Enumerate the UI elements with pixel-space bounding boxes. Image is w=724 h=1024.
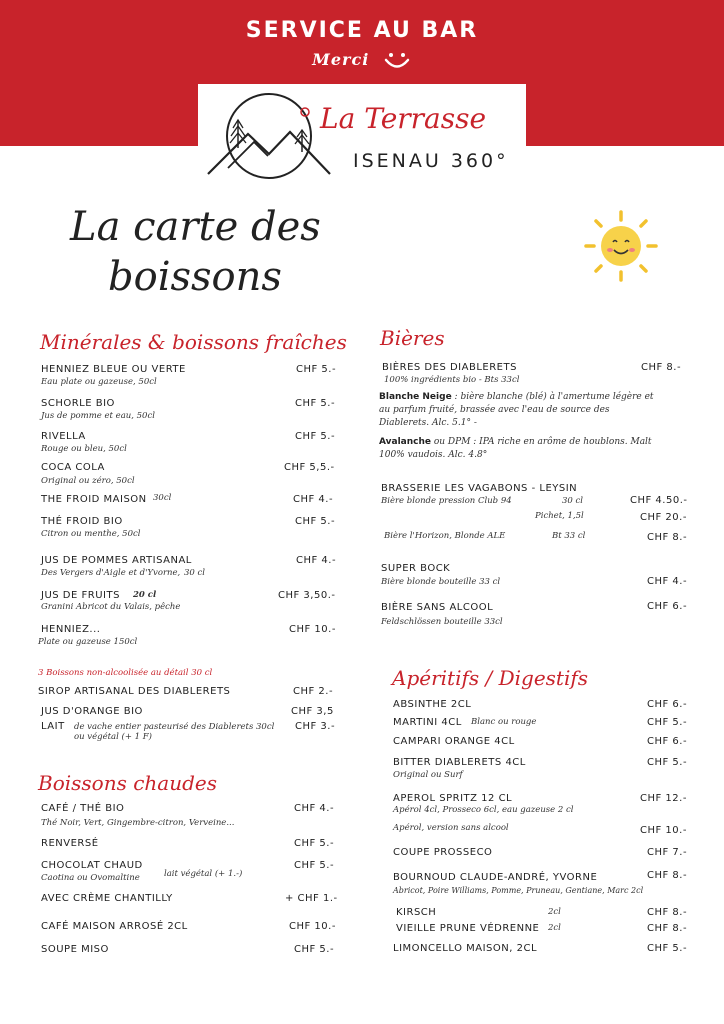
drink-price: CHF 3,5 bbox=[291, 706, 334, 717]
drink-desc: Eau plate ou gazeuse, 50cl bbox=[41, 377, 157, 387]
drink-desc: Thé Noir, Vert, Gingembre-citron, Verveine... bbox=[41, 818, 235, 828]
drink-desc: Plate ou gazeuse 150cl bbox=[38, 637, 138, 647]
page-title bbox=[70, 202, 321, 302]
drink-name: JUS D'ORANGE BIO bbox=[41, 706, 143, 717]
beer-size: 30 cl bbox=[562, 496, 583, 506]
drink-name: HENNIEZ BLEUE OU VERTE bbox=[41, 364, 186, 375]
blanche-neige-title: Blanche Neige bbox=[379, 392, 452, 402]
aperitif-price: CHF 5.- bbox=[647, 943, 688, 954]
aperitif-desc: Abricot, Poire Williams, Pomme, Pruneau, Gentiane, Marc 2cl bbox=[393, 886, 644, 895]
drink-name: LAIT bbox=[41, 721, 65, 732]
drink-desc: de vache entier pasteurisé des Diablerets 30cl bbox=[74, 722, 275, 732]
aperitif-desc: Blanc ou rouge bbox=[471, 717, 537, 727]
aperitif-name: VIEILLE PRUNE VÉDRENNE bbox=[396, 923, 540, 934]
logo-name: La Terrasse bbox=[320, 102, 487, 135]
beer-price: CHF 6.- bbox=[647, 601, 688, 612]
beer-name: BRASSERIE LES VAGABONS - LEYSIN bbox=[381, 483, 578, 494]
aperitif-price: CHF 5.- bbox=[647, 757, 688, 768]
beer-desc: Bière blonde pression Club 94 bbox=[381, 496, 512, 506]
drink-price: CHF 5.- bbox=[295, 431, 336, 442]
beer-price: CHF 8.- bbox=[641, 362, 682, 373]
drink-desc: lait végétal (+ 1.-) bbox=[164, 869, 243, 879]
aperitif-size: 2cl bbox=[548, 907, 561, 917]
drink-name: HENNIEZ... bbox=[41, 624, 101, 635]
drink-desc: Des Vergers d'Aigle et d'Yvorne, bbox=[41, 568, 181, 578]
drink-name: COCA COLA bbox=[41, 462, 105, 473]
aperitif-price: CHF 8.- bbox=[647, 907, 688, 918]
smile-icon bbox=[382, 51, 412, 71]
avalanche-title: Avalanche bbox=[379, 437, 431, 447]
avalanche-text: ou DPM : IPA riche en arôme de houblons. Malt bbox=[431, 437, 652, 447]
mountain-logo-icon bbox=[206, 90, 332, 182]
drink-price: CHF 5.- bbox=[295, 398, 336, 409]
drink-price: CHF 5.- bbox=[294, 838, 335, 849]
drink-name: RENVERSÉ bbox=[41, 838, 99, 849]
section-minerales: Minérales & boissons fraîches bbox=[40, 330, 347, 354]
drink-desc: Rouge ou bleu, 50cl bbox=[41, 444, 127, 454]
service-subtitle bbox=[0, 50, 724, 71]
drink-price: CHF 5.- bbox=[294, 860, 335, 871]
drink-price: + CHF 1.- bbox=[285, 893, 338, 904]
drink-price: CHF 10.- bbox=[289, 624, 336, 635]
aperitif-size: 2cl bbox=[548, 923, 561, 933]
drink-desc: ou végétal (+ 1 F) bbox=[74, 732, 152, 742]
blanche-neige-description bbox=[379, 391, 709, 430]
beer-desc: 100% ingrédients bio - Bts 33cl bbox=[384, 375, 520, 385]
beer-name: BIÈRE SANS ALCOOL bbox=[381, 602, 494, 613]
aperitif-name: MARTINI 4CL bbox=[393, 717, 462, 728]
aperitif-desc: Apérol 4cl, Prosseco 6cl, eau gazeuse 2 cl bbox=[393, 805, 574, 815]
title-line-2: boissons bbox=[108, 254, 282, 300]
drink-name: SIROP ARTISANAL DES DIABLERETS bbox=[38, 686, 231, 697]
service-title: SERVICE AU BAR bbox=[245, 18, 479, 43]
merci-text: Merci bbox=[312, 50, 370, 69]
beer-desc: Feldschlössen bouteille 33cl bbox=[381, 617, 503, 627]
logo-panel bbox=[198, 84, 526, 188]
drink-price: CHF 5.- bbox=[295, 516, 336, 527]
drink-price: CHF 2.- bbox=[293, 686, 334, 697]
aperitif-name: APEROL SPRITZ 12 CL bbox=[393, 793, 513, 804]
drink-name: CAFÉ / THÉ BIO bbox=[41, 803, 125, 814]
beer-name: BIÈRES DES DIABLERETS bbox=[382, 362, 517, 373]
aperitif-price: CHF 8.- bbox=[647, 870, 688, 881]
beer-name: SUPER BOCK bbox=[381, 563, 451, 574]
drink-desc: Caotina ou Ovomaltine bbox=[41, 873, 140, 883]
drink-price: CHF 3,50.- bbox=[278, 590, 336, 601]
aperitif-price: CHF 10.- bbox=[640, 825, 687, 836]
drink-desc: Original ou zéro, 50cl bbox=[41, 476, 135, 486]
section-aperitifs: Apéritifs / Digestifs bbox=[392, 666, 589, 690]
drink-name: CHOCOLAT CHAUD bbox=[41, 860, 143, 871]
drink-name: THÉ FROID BIO bbox=[41, 516, 123, 527]
drink-name: RIVELLA bbox=[41, 431, 86, 442]
blanche-text: Diablerets. Alc. 5.1° - bbox=[379, 418, 477, 428]
beer-size: Bt 33 cl bbox=[552, 531, 586, 541]
drink-name: SCHORLE BIO bbox=[41, 398, 115, 409]
aperitif-price: CHF 6.- bbox=[647, 699, 688, 710]
drink-price: CHF 4.- bbox=[296, 555, 337, 566]
drink-price: CHF 4.- bbox=[294, 803, 335, 814]
aperitif-name: ABSINTHE 2CL bbox=[393, 699, 472, 710]
drink-price: CHF 3.- bbox=[295, 721, 336, 732]
aperitif-desc: Apérol, version sans alcool bbox=[393, 823, 509, 833]
drink-size: 30cl bbox=[153, 493, 172, 503]
aperitif-price: CHF 12.- bbox=[640, 793, 687, 804]
drink-desc: Jus de pomme et eau, 50cl bbox=[41, 411, 155, 421]
avalanche-text: 100% vaudois. Alc. 4.8° bbox=[379, 450, 488, 460]
drink-name: AVEC CRÈME CHANTILLY bbox=[41, 893, 173, 904]
beer-desc: Bière l'Horizon, Blonde ALE bbox=[384, 531, 506, 541]
drink-name: THE FROID MAISON bbox=[41, 494, 147, 505]
drink-size: 30 cl bbox=[184, 568, 205, 578]
drink-name: JUS DE POMMES ARTISANAL bbox=[41, 555, 192, 566]
drink-price: CHF 5.- bbox=[296, 364, 337, 375]
avalanche-description bbox=[379, 436, 709, 462]
drink-price: CHF 4.- bbox=[293, 494, 334, 505]
beer-size: Pichet, 1,5l bbox=[535, 511, 584, 521]
drink-price: CHF 5.- bbox=[294, 944, 335, 955]
drink-size: 20 cl bbox=[133, 590, 157, 600]
drink-name: JUS DE FRUITS bbox=[41, 590, 120, 601]
beer-price: CHF 4.50.- bbox=[630, 495, 688, 506]
beer-price: CHF 20.- bbox=[640, 512, 687, 523]
sun-icon bbox=[580, 210, 662, 282]
beer-price: CHF 4.- bbox=[647, 576, 688, 587]
aperitif-price: CHF 8.- bbox=[647, 923, 688, 934]
beer-price: CHF 8.- bbox=[647, 532, 688, 543]
aperitif-name: COUPE PROSSECO bbox=[393, 847, 493, 858]
drink-price: CHF 10.- bbox=[289, 921, 336, 932]
aperitif-desc: Original ou Surf bbox=[393, 770, 463, 780]
section-chaudes: Boissons chaudes bbox=[38, 771, 217, 795]
aperitif-name: LIMONCELLO MAISON, 2CL bbox=[393, 943, 538, 954]
drink-price: CHF 5,5.- bbox=[284, 462, 335, 473]
aperitif-name: KIRSCH bbox=[396, 907, 437, 918]
drink-name: SOUPE MISO bbox=[41, 944, 109, 955]
blanche-text: au parfum fruité, brassée avec l'eau de source des bbox=[379, 405, 610, 415]
aperitif-price: CHF 5.- bbox=[647, 717, 688, 728]
title-line-1: La carte des bbox=[70, 204, 321, 250]
aperitif-price: CHF 6.- bbox=[647, 736, 688, 747]
beer-desc: Bière blonde bouteille 33 cl bbox=[381, 577, 501, 587]
aperitif-name: BITTER DIABLERETS 4CL bbox=[393, 757, 526, 768]
non-alcohol-note: 3 Boissons non-alcoolisée au détail 30 cl bbox=[38, 668, 213, 678]
drink-desc: Granini Abricot du Valais, pêche bbox=[41, 602, 181, 612]
drink-name: CAFÉ MAISON ARROSÉ 2CL bbox=[41, 921, 188, 932]
section-bieres: Bières bbox=[380, 326, 445, 350]
logo-place: ISENAU 360° bbox=[353, 150, 509, 172]
aperitif-name: CAMPARI ORANGE 4CL bbox=[393, 736, 515, 747]
aperitif-name: BOURNOUD CLAUDE-ANDRÉ, YVORNE bbox=[393, 872, 598, 883]
blanche-text: : bière blanche (blé) à l'amertume légère et bbox=[451, 392, 654, 402]
aperitif-price: CHF 7.- bbox=[647, 847, 688, 858]
drink-desc: Citron ou menthe, 50cl bbox=[41, 529, 141, 539]
